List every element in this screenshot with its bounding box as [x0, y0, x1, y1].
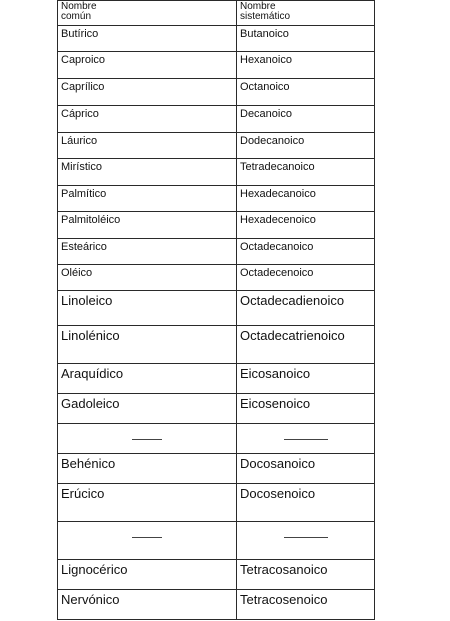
table-row: [58, 364, 375, 394]
common-name-cell: Cáprico: [58, 106, 237, 133]
common-name-cell: Linolénico: [58, 326, 237, 364]
table-row: [58, 484, 375, 522]
header-systematic-name: [237, 1, 375, 26]
systematic-name-cell: Octanoico: [237, 79, 375, 106]
systematic-name-cell: Butanoico: [237, 26, 375, 52]
table-row: [58, 239, 375, 265]
systematic-name-cell: Hexadecanoico: [237, 186, 375, 212]
systematic-name-cell: Octadecanoico: [237, 239, 375, 265]
common-name-cell: Oléico: [58, 265, 237, 291]
table-row: [58, 394, 375, 424]
systematic-name-cell: Tetracosanoico: [237, 560, 375, 590]
dash-mark: [132, 537, 162, 538]
common-name-cell: Lignocérico: [58, 560, 237, 590]
table-row: [58, 52, 375, 79]
systematic-name-cell: Octadecenoico: [237, 265, 375, 291]
table-row: [58, 590, 375, 620]
systematic-name-cell: Hexanoico: [237, 52, 375, 79]
common-name-cell: Esteárico: [58, 239, 237, 265]
common-name-cell: Mirístico: [58, 159, 237, 186]
header-systematic-line1: Nombre: [240, 1, 276, 12]
header-common-name: [58, 1, 237, 26]
header-common-line1: Nombre: [61, 1, 97, 12]
table-row: [58, 212, 375, 239]
table-row: [58, 522, 375, 560]
systematic-name-cell: Eicosenoico: [237, 394, 375, 424]
table-row: [58, 106, 375, 133]
fatty-acid-names-table: [57, 0, 375, 620]
table-row: [58, 326, 375, 364]
systematic-name-cell: Docosenoico: [237, 484, 375, 522]
common-name-cell: Erúcico: [58, 484, 237, 522]
common-name-cell: Butírico: [58, 26, 237, 52]
dash-mark: [132, 439, 162, 440]
common-name-cell: Linoleico: [58, 291, 237, 326]
common-name-cell: Palmítico: [58, 186, 237, 212]
table-row: [58, 265, 375, 291]
dash-mark: [284, 439, 328, 440]
systematic-name-cell: Tetracosenoico: [237, 590, 375, 620]
common-name-cell: Caproico: [58, 52, 237, 79]
common-name-cell: Láurico: [58, 133, 237, 159]
table-row: [58, 79, 375, 106]
common-name-cell: Caprílico: [58, 79, 237, 106]
systematic-name-cell: Hexadecenoico: [237, 212, 375, 239]
systematic-name-cell: Octadecatrienoico: [237, 326, 375, 364]
table-row: [58, 560, 375, 590]
dash-mark: [284, 537, 328, 538]
common-name-cell: Nervónico: [58, 590, 237, 620]
table-row: [58, 159, 375, 186]
systematic-name-cell: [237, 522, 375, 560]
table-row: [58, 424, 375, 454]
table-header-row: [58, 1, 375, 26]
common-name-cell: Palmitoléico: [58, 212, 237, 239]
common-name-cell: [58, 424, 237, 454]
common-name-cell: Behénico: [58, 454, 237, 484]
table-row: [58, 291, 375, 326]
table-body: [58, 26, 375, 620]
systematic-name-cell: Decanoico: [237, 106, 375, 133]
systematic-name-cell: Octadecadienoico: [237, 291, 375, 326]
common-name-cell: [58, 522, 237, 560]
table-row: [58, 186, 375, 212]
systematic-name-cell: [237, 424, 375, 454]
header-common-line2: común: [61, 11, 92, 22]
common-name-cell: Araquídico: [58, 364, 237, 394]
common-name-cell: Gadoleico: [58, 394, 237, 424]
table-row: [58, 26, 375, 52]
systematic-name-cell: Dodecanoico: [237, 133, 375, 159]
systematic-name-cell: Tetradecanoico: [237, 159, 375, 186]
header-systematic-line2: sistemático: [240, 11, 291, 22]
table-row: [58, 454, 375, 484]
table-row: [58, 133, 375, 159]
systematic-name-cell: Docosanoico: [237, 454, 375, 484]
systematic-name-cell: Eicosanoico: [237, 364, 375, 394]
